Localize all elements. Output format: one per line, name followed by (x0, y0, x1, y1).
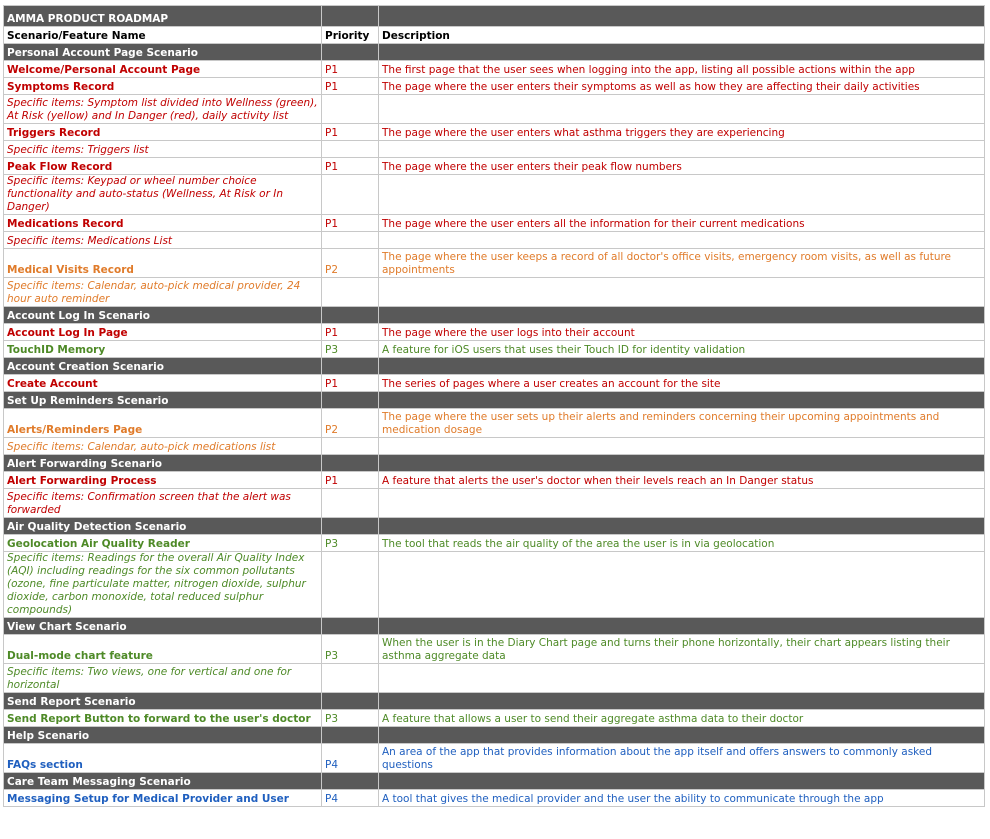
specific-items-cell[interactable]: Specific items: Readings for the overall Air Quality Index (AQI) including readings for the six common pollutants (ozone, fine particulate matter, nitrogen dioxide, sulphur dioxide, carbon monoxide, total reduced sulphur compounds) (4, 552, 322, 618)
feature-row (4, 472, 985, 489)
feature-row (4, 215, 985, 232)
description-cell[interactable]: A feature for iOS users that uses their Touch ID for identity validation (379, 341, 985, 358)
feature-name-cell[interactable]: Geolocation Air Quality Reader (4, 535, 322, 552)
scenario-row (4, 727, 985, 744)
feature-name-cell[interactable]: Messaging Setup for Medical Provider and User (4, 790, 322, 807)
feature-name-cell[interactable]: Account Log In Page (4, 324, 322, 341)
priority-cell[interactable]: P2 (322, 249, 379, 278)
specific-items-cell[interactable]: Specific items: Calendar, auto-pick medical provider, 24 hour auto reminder (4, 278, 322, 307)
scenario-empty-cell[interactable] (322, 455, 379, 472)
specific-empty-cell[interactable] (379, 95, 985, 124)
specific-empty-cell[interactable] (379, 232, 985, 249)
specific-empty-cell[interactable] (322, 552, 379, 618)
scenario-empty-cell[interactable] (322, 727, 379, 744)
feature-name-cell[interactable]: Alert Forwarding Process (4, 472, 322, 489)
description-cell[interactable]: The page where the user enters what asthma triggers they are experiencing (379, 124, 985, 141)
priority-cell[interactable]: P1 (322, 472, 379, 489)
scenario-name-cell[interactable]: Alert Forwarding Scenario (4, 455, 322, 472)
header-priority-cell[interactable]: Priority (322, 27, 379, 44)
scenario-empty-cell[interactable] (322, 358, 379, 375)
specific-items-row (4, 232, 985, 249)
priority-cell[interactable]: P2 (322, 409, 379, 438)
scenario-row (4, 455, 985, 472)
scenario-empty-cell[interactable] (379, 392, 985, 409)
description-cell[interactable]: A tool that gives the medical provider and the user the ability to communicate through the app (379, 790, 985, 807)
description-cell[interactable]: An area of the app that provides information about the app itself and offers answers to commonly asked questions (379, 744, 985, 773)
scenario-row (4, 44, 985, 61)
specific-items-cell[interactable]: Specific items: Confirmation screen that the alert was forwarded (4, 489, 322, 518)
specific-empty-cell[interactable] (379, 175, 985, 215)
feature-row (4, 158, 985, 175)
description-cell[interactable]: The page where the user logs into their account (379, 324, 985, 341)
feature-name-cell[interactable]: Dual-mode chart feature (4, 635, 322, 664)
scenario-row (4, 392, 985, 409)
feature-name-cell[interactable]: Triggers Record (4, 124, 322, 141)
scenario-name-cell[interactable]: Help Scenario (4, 727, 322, 744)
specific-items-row (4, 141, 985, 158)
scenario-empty-cell[interactable] (322, 518, 379, 535)
specific-items-row (4, 438, 985, 455)
feature-row (4, 535, 985, 552)
specific-empty-cell[interactable] (379, 489, 985, 518)
specific-items-cell[interactable]: Specific items: Symptom list divided into Wellness (green), At Risk (yellow) and In Danger (red), daily activity list (4, 95, 322, 124)
feature-row (4, 124, 985, 141)
description-cell[interactable]: The page where the user enters their symptoms as well as how they are affecting their daily activities (379, 78, 985, 95)
specific-empty-cell[interactable] (322, 438, 379, 455)
feature-name-cell[interactable]: Peak Flow Record (4, 158, 322, 175)
scenario-name-cell[interactable]: Account Log In Scenario (4, 307, 322, 324)
specific-empty-cell[interactable] (322, 232, 379, 249)
specific-items-cell[interactable]: Specific items: Triggers list (4, 141, 322, 158)
priority-cell[interactable]: P1 (322, 78, 379, 95)
scenario-name-cell[interactable]: View Chart Scenario (4, 618, 322, 635)
description-cell[interactable]: The page where the user sets up their alerts and reminders concerning their upcoming appointments and medication dosage (379, 409, 985, 438)
priority-cell[interactable]: P3 (322, 535, 379, 552)
priority-cell[interactable]: P1 (322, 124, 379, 141)
feature-name-cell[interactable]: Send Report Button to forward to the user's doctor (4, 710, 322, 727)
feature-row (4, 409, 985, 438)
priority-cell[interactable]: P3 (322, 341, 379, 358)
priority-cell[interactable]: P1 (322, 61, 379, 78)
scenario-empty-cell[interactable] (379, 773, 985, 790)
priority-cell[interactable]: P3 (322, 710, 379, 727)
description-cell[interactable]: The page where the user keeps a record of all doctor's office visits, emergency room visits, as well as future appointments (379, 249, 985, 278)
scenario-empty-cell[interactable] (322, 773, 379, 790)
scenario-empty-cell[interactable] (379, 44, 985, 61)
description-cell[interactable]: The page where the user enters all the information for their current medications (379, 215, 985, 232)
specific-empty-cell[interactable] (322, 175, 379, 215)
priority-cell[interactable]: P4 (322, 744, 379, 773)
priority-cell[interactable]: P3 (322, 635, 379, 664)
feature-row (4, 324, 985, 341)
scenario-empty-cell[interactable] (322, 307, 379, 324)
scenario-empty-cell[interactable] (379, 518, 985, 535)
priority-cell[interactable]: P1 (322, 158, 379, 175)
specific-empty-cell[interactable] (322, 278, 379, 307)
feature-row (4, 375, 985, 392)
specific-empty-cell[interactable] (322, 95, 379, 124)
scenario-row (4, 307, 985, 324)
scenario-name-cell[interactable]: Account Creation Scenario (4, 358, 322, 375)
scenario-name-cell[interactable]: Send Report Scenario (4, 693, 322, 710)
feature-name-cell[interactable]: Symptoms Record (4, 78, 322, 95)
feature-row (4, 710, 985, 727)
specific-empty-cell[interactable] (379, 278, 985, 307)
scenario-row (4, 618, 985, 635)
spreadsheet-body (4, 6, 985, 807)
title-empty-cell[interactable] (379, 6, 985, 27)
specific-items-cell[interactable]: Specific items: Two views, one for vertical and one for horizontal (4, 664, 322, 693)
feature-name-cell[interactable]: TouchID Memory (4, 341, 322, 358)
feature-name-cell[interactable]: Alerts/Reminders Page (4, 409, 322, 438)
specific-items-row (4, 278, 985, 307)
scenario-row (4, 773, 985, 790)
specific-empty-cell[interactable] (379, 438, 985, 455)
description-cell[interactable]: A feature that allows a user to send their aggregate asthma data to their doctor (379, 710, 985, 727)
roadmap-spreadsheet (3, 5, 985, 807)
scenario-name-cell[interactable]: Care Team Messaging Scenario (4, 773, 322, 790)
specific-empty-cell[interactable] (322, 664, 379, 693)
specific-empty-cell[interactable] (322, 141, 379, 158)
scenario-row (4, 693, 985, 710)
specific-items-cell[interactable]: Specific items: Keypad or wheel number choice functionality and auto-status (Wellness, At Risk or In Danger) (4, 175, 322, 215)
feature-row (4, 341, 985, 358)
specific-items-row (4, 95, 985, 124)
feature-row (4, 744, 985, 773)
scenario-empty-cell[interactable] (379, 693, 985, 710)
specific-items-row (4, 664, 985, 693)
specific-items-cell[interactable]: Specific items: Calendar, auto-pick medications list (4, 438, 322, 455)
feature-row (4, 78, 985, 95)
scenario-empty-cell[interactable] (379, 307, 985, 324)
scenario-name-cell[interactable]: Air Quality Detection Scenario (4, 518, 322, 535)
scenario-empty-cell[interactable] (322, 693, 379, 710)
specific-items-cell[interactable]: Specific items: Medications List (4, 232, 322, 249)
scenario-name-cell[interactable]: Personal Account Page Scenario (4, 44, 322, 61)
feature-name-cell[interactable]: FAQs section (4, 744, 322, 773)
feature-row (4, 790, 985, 807)
sheet-title-cell[interactable]: AMMA PRODUCT ROADMAP (4, 6, 322, 27)
specific-items-row (4, 489, 985, 518)
description-cell[interactable]: A feature that alerts the user's doctor when their levels reach an In Danger status (379, 472, 985, 489)
feature-name-cell[interactable]: Welcome/Personal Account Page (4, 61, 322, 78)
scenario-empty-cell[interactable] (379, 358, 985, 375)
header-description-cell[interactable]: Description (379, 27, 985, 44)
scenario-empty-cell[interactable] (379, 618, 985, 635)
feature-row (4, 249, 985, 278)
header-row (4, 27, 985, 44)
specific-empty-cell[interactable] (379, 141, 985, 158)
title-row (4, 6, 985, 27)
priority-cell[interactable]: P1 (322, 215, 379, 232)
feature-name-cell[interactable]: Create Account (4, 375, 322, 392)
scenario-empty-cell[interactable] (322, 618, 379, 635)
description-cell[interactable]: The series of pages where a user creates an account for the site (379, 375, 985, 392)
priority-cell[interactable]: P1 (322, 324, 379, 341)
scenario-empty-cell[interactable] (379, 455, 985, 472)
feature-row (4, 635, 985, 664)
specific-empty-cell[interactable] (322, 489, 379, 518)
specific-empty-cell[interactable] (379, 664, 985, 693)
scenario-empty-cell[interactable] (379, 727, 985, 744)
header-name-cell[interactable]: Scenario/Feature Name (4, 27, 322, 44)
specific-items-row (4, 552, 985, 618)
scenario-row (4, 518, 985, 535)
specific-empty-cell[interactable] (379, 552, 985, 618)
priority-cell[interactable]: P4 (322, 790, 379, 807)
scenario-empty-cell[interactable] (322, 44, 379, 61)
feature-name-cell[interactable]: Medications Record (4, 215, 322, 232)
description-cell[interactable]: The page where the user enters their peak flow numbers (379, 158, 985, 175)
title-empty-cell[interactable] (322, 6, 379, 27)
scenario-row (4, 358, 985, 375)
description-cell[interactable]: The tool that reads the air quality of the area the user is in via geolocation (379, 535, 985, 552)
feature-row (4, 61, 985, 78)
scenario-name-cell[interactable]: Set Up Reminders Scenario (4, 392, 322, 409)
description-cell[interactable]: When the user is in the Diary Chart page and turns their phone horizontally, their chart appears listing their asthma aggregate data (379, 635, 985, 664)
scenario-empty-cell[interactable] (322, 392, 379, 409)
priority-cell[interactable]: P1 (322, 375, 379, 392)
description-cell[interactable]: The first page that the user sees when logging into the app, listing all possible actions within the app (379, 61, 985, 78)
feature-name-cell[interactable]: Medical Visits Record (4, 249, 322, 278)
specific-items-row (4, 175, 985, 215)
